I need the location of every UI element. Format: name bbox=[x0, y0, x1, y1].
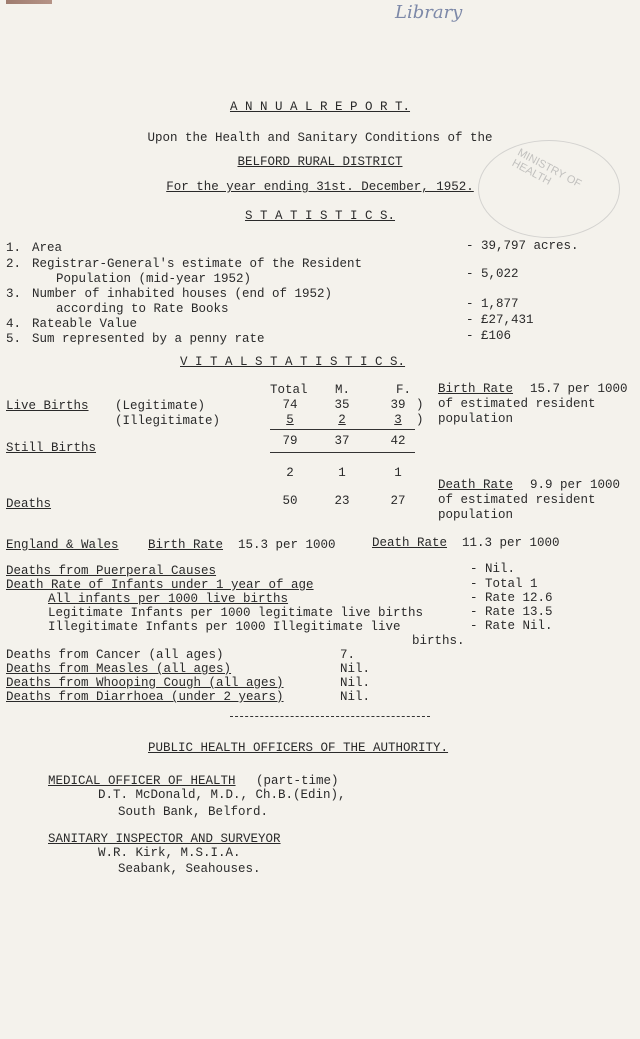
si-name: W.R. Kirk, M.S.I.A. bbox=[98, 846, 241, 860]
ew-death-label: Death Rate bbox=[372, 536, 448, 550]
infant-rate-label: All infants per 1000 live births bbox=[48, 592, 289, 606]
stat-num: 3. bbox=[6, 287, 22, 301]
cause-value: Nil. bbox=[340, 676, 371, 690]
still-births-label: Still Births bbox=[6, 441, 97, 455]
legitimate-label: (Legitimate) bbox=[115, 399, 206, 413]
ew-birth-label: Birth Rate bbox=[148, 538, 224, 552]
stat-label-cont: Population (mid-year 1952) bbox=[56, 272, 252, 286]
legit-total: 74 bbox=[282, 398, 298, 412]
col-male: M. bbox=[335, 383, 351, 397]
moh-name: D.T. McDonald, M.D., Ch.B.(Edin), bbox=[98, 788, 346, 802]
death-rate-value: 9.9 per 1000 bbox=[530, 478, 621, 492]
live-births-label: Live Births bbox=[6, 399, 89, 413]
cause-value: Nil. bbox=[340, 662, 371, 676]
ew-birth-value: 15.3 per 1000 bbox=[238, 538, 336, 552]
illegit-male: 2 bbox=[338, 413, 346, 427]
illegit-infant-value: - Rate Nil. bbox=[470, 619, 553, 633]
illegit-total: 5 bbox=[286, 413, 294, 427]
illegit-infant-label-cont: births. bbox=[412, 634, 465, 648]
still-male: 1 bbox=[338, 466, 346, 480]
section-divider bbox=[230, 716, 430, 717]
deaths-male: 23 bbox=[334, 494, 350, 508]
stat-num: 4. bbox=[6, 317, 22, 331]
stat-label: Registrar-General's estimate of the Resident bbox=[32, 257, 363, 271]
stat-value: - £27,431 bbox=[466, 313, 534, 327]
sum-rule-bottom bbox=[270, 452, 415, 453]
death-rate-label: Death Rate bbox=[438, 478, 514, 492]
stat-num: 2. bbox=[6, 257, 22, 271]
ew-death-value: 11.3 per 1000 bbox=[462, 536, 560, 550]
report-title: A N N U A L R E P O R T. bbox=[229, 100, 411, 114]
stat-label: Rateable Value bbox=[32, 317, 138, 331]
paper-mark bbox=[6, 0, 52, 4]
sum-female: 42 bbox=[390, 434, 406, 448]
report-subtitle: Upon the Health and Sanitary Conditions of the bbox=[147, 131, 493, 145]
cause-label: Deaths from Diarrhoea (under 2 years) bbox=[6, 690, 284, 704]
brace-bottom: ) bbox=[416, 413, 424, 427]
cause-value: 7. bbox=[340, 648, 356, 662]
cause-label: Deaths from Measles (all ages) bbox=[6, 662, 232, 676]
stat-label: Sum represented by a penny rate bbox=[32, 332, 265, 346]
stat-value: - £106 bbox=[466, 329, 512, 343]
legit-infant-value: - Rate 13.5 bbox=[470, 605, 553, 619]
cause-label: Deaths from Whooping Cough (all ages) bbox=[6, 676, 284, 690]
col-female: F. bbox=[396, 383, 412, 397]
birth-rate-line2: of estimated resident bbox=[438, 397, 596, 411]
still-total: 2 bbox=[286, 466, 294, 480]
stat-value: - 5,022 bbox=[466, 267, 519, 281]
illegit-infant-label: Illegitimate Infants per 1000 Illegitimate live bbox=[48, 620, 401, 634]
col-total: Total bbox=[270, 383, 308, 397]
year-line: For the year ending 31st. December, 1952. bbox=[166, 180, 474, 194]
sum-total: 79 bbox=[282, 434, 298, 448]
deaths-total: 50 bbox=[282, 494, 298, 508]
deaths-female: 27 bbox=[390, 494, 406, 508]
stat-num: 5. bbox=[6, 332, 22, 346]
moh-title: MEDICAL OFFICER OF HEALTH bbox=[48, 774, 236, 788]
brace-top: ) bbox=[416, 398, 424, 412]
birth-rate-line3: population bbox=[438, 412, 514, 426]
stat-value: - 1,877 bbox=[466, 297, 519, 311]
si-title: SANITARY INSPECTOR AND SURVEYOR bbox=[48, 832, 281, 846]
stat-value: - 39,797 acres. bbox=[466, 239, 579, 253]
stat-num: 1. bbox=[6, 241, 22, 255]
stat-label: Number of inhabited houses (end of 1952) bbox=[32, 287, 333, 301]
deaths-label: Deaths bbox=[6, 497, 52, 511]
illegitimate-label: (Illegitimate) bbox=[115, 414, 221, 428]
infant-rate-value: - Rate 12.6 bbox=[470, 591, 553, 605]
death-rate-line2: of estimated resident bbox=[438, 493, 596, 507]
cause-value: Nil. bbox=[340, 690, 371, 704]
vital-heading: V I T A L S T A T I S T I C S. bbox=[180, 355, 406, 369]
moh-address: South Bank, Belford. bbox=[118, 805, 269, 819]
death-rate-line3: population bbox=[438, 508, 514, 522]
birth-rate-value: 15.7 per 1000 bbox=[530, 382, 628, 396]
si-address: Seabank, Seahouses. bbox=[118, 862, 261, 876]
statistics-heading: S T A T I S T I C S. bbox=[244, 209, 396, 223]
stat-label-cont: according to Rate Books bbox=[56, 302, 229, 316]
puerperal-label: Deaths from Puerperal Causes bbox=[6, 564, 217, 578]
stat-label: Area bbox=[32, 241, 63, 255]
officers-heading: PUBLIC HEALTH OFFICERS OF THE AUTHORITY. bbox=[148, 741, 449, 755]
still-female: 1 bbox=[394, 466, 402, 480]
sum-rule-top bbox=[270, 429, 415, 430]
illegit-female: 3 bbox=[394, 413, 402, 427]
birth-rate-label: Birth Rate bbox=[438, 382, 514, 396]
legit-infant-label: Legitimate Infants per 1000 legitimate live births bbox=[48, 606, 424, 620]
infants-total: - Total 1 bbox=[470, 577, 538, 591]
cause-label: Deaths from Cancer (all ages) bbox=[6, 648, 224, 662]
library-signature: Library bbox=[395, 2, 463, 23]
moh-note: (part-time) bbox=[256, 774, 339, 788]
legit-male: 35 bbox=[334, 398, 350, 412]
ew-label: England & Wales bbox=[6, 538, 119, 552]
infants-label: Death Rate of Infants under 1 year of age bbox=[6, 578, 314, 592]
puerperal-value: - Nil. bbox=[470, 562, 516, 576]
legit-female: 39 bbox=[390, 398, 406, 412]
stamp-text: MINISTRY OF HEALTH bbox=[509, 146, 584, 191]
sum-male: 37 bbox=[334, 434, 350, 448]
district-name: BELFORD RURAL DISTRICT bbox=[237, 155, 403, 169]
